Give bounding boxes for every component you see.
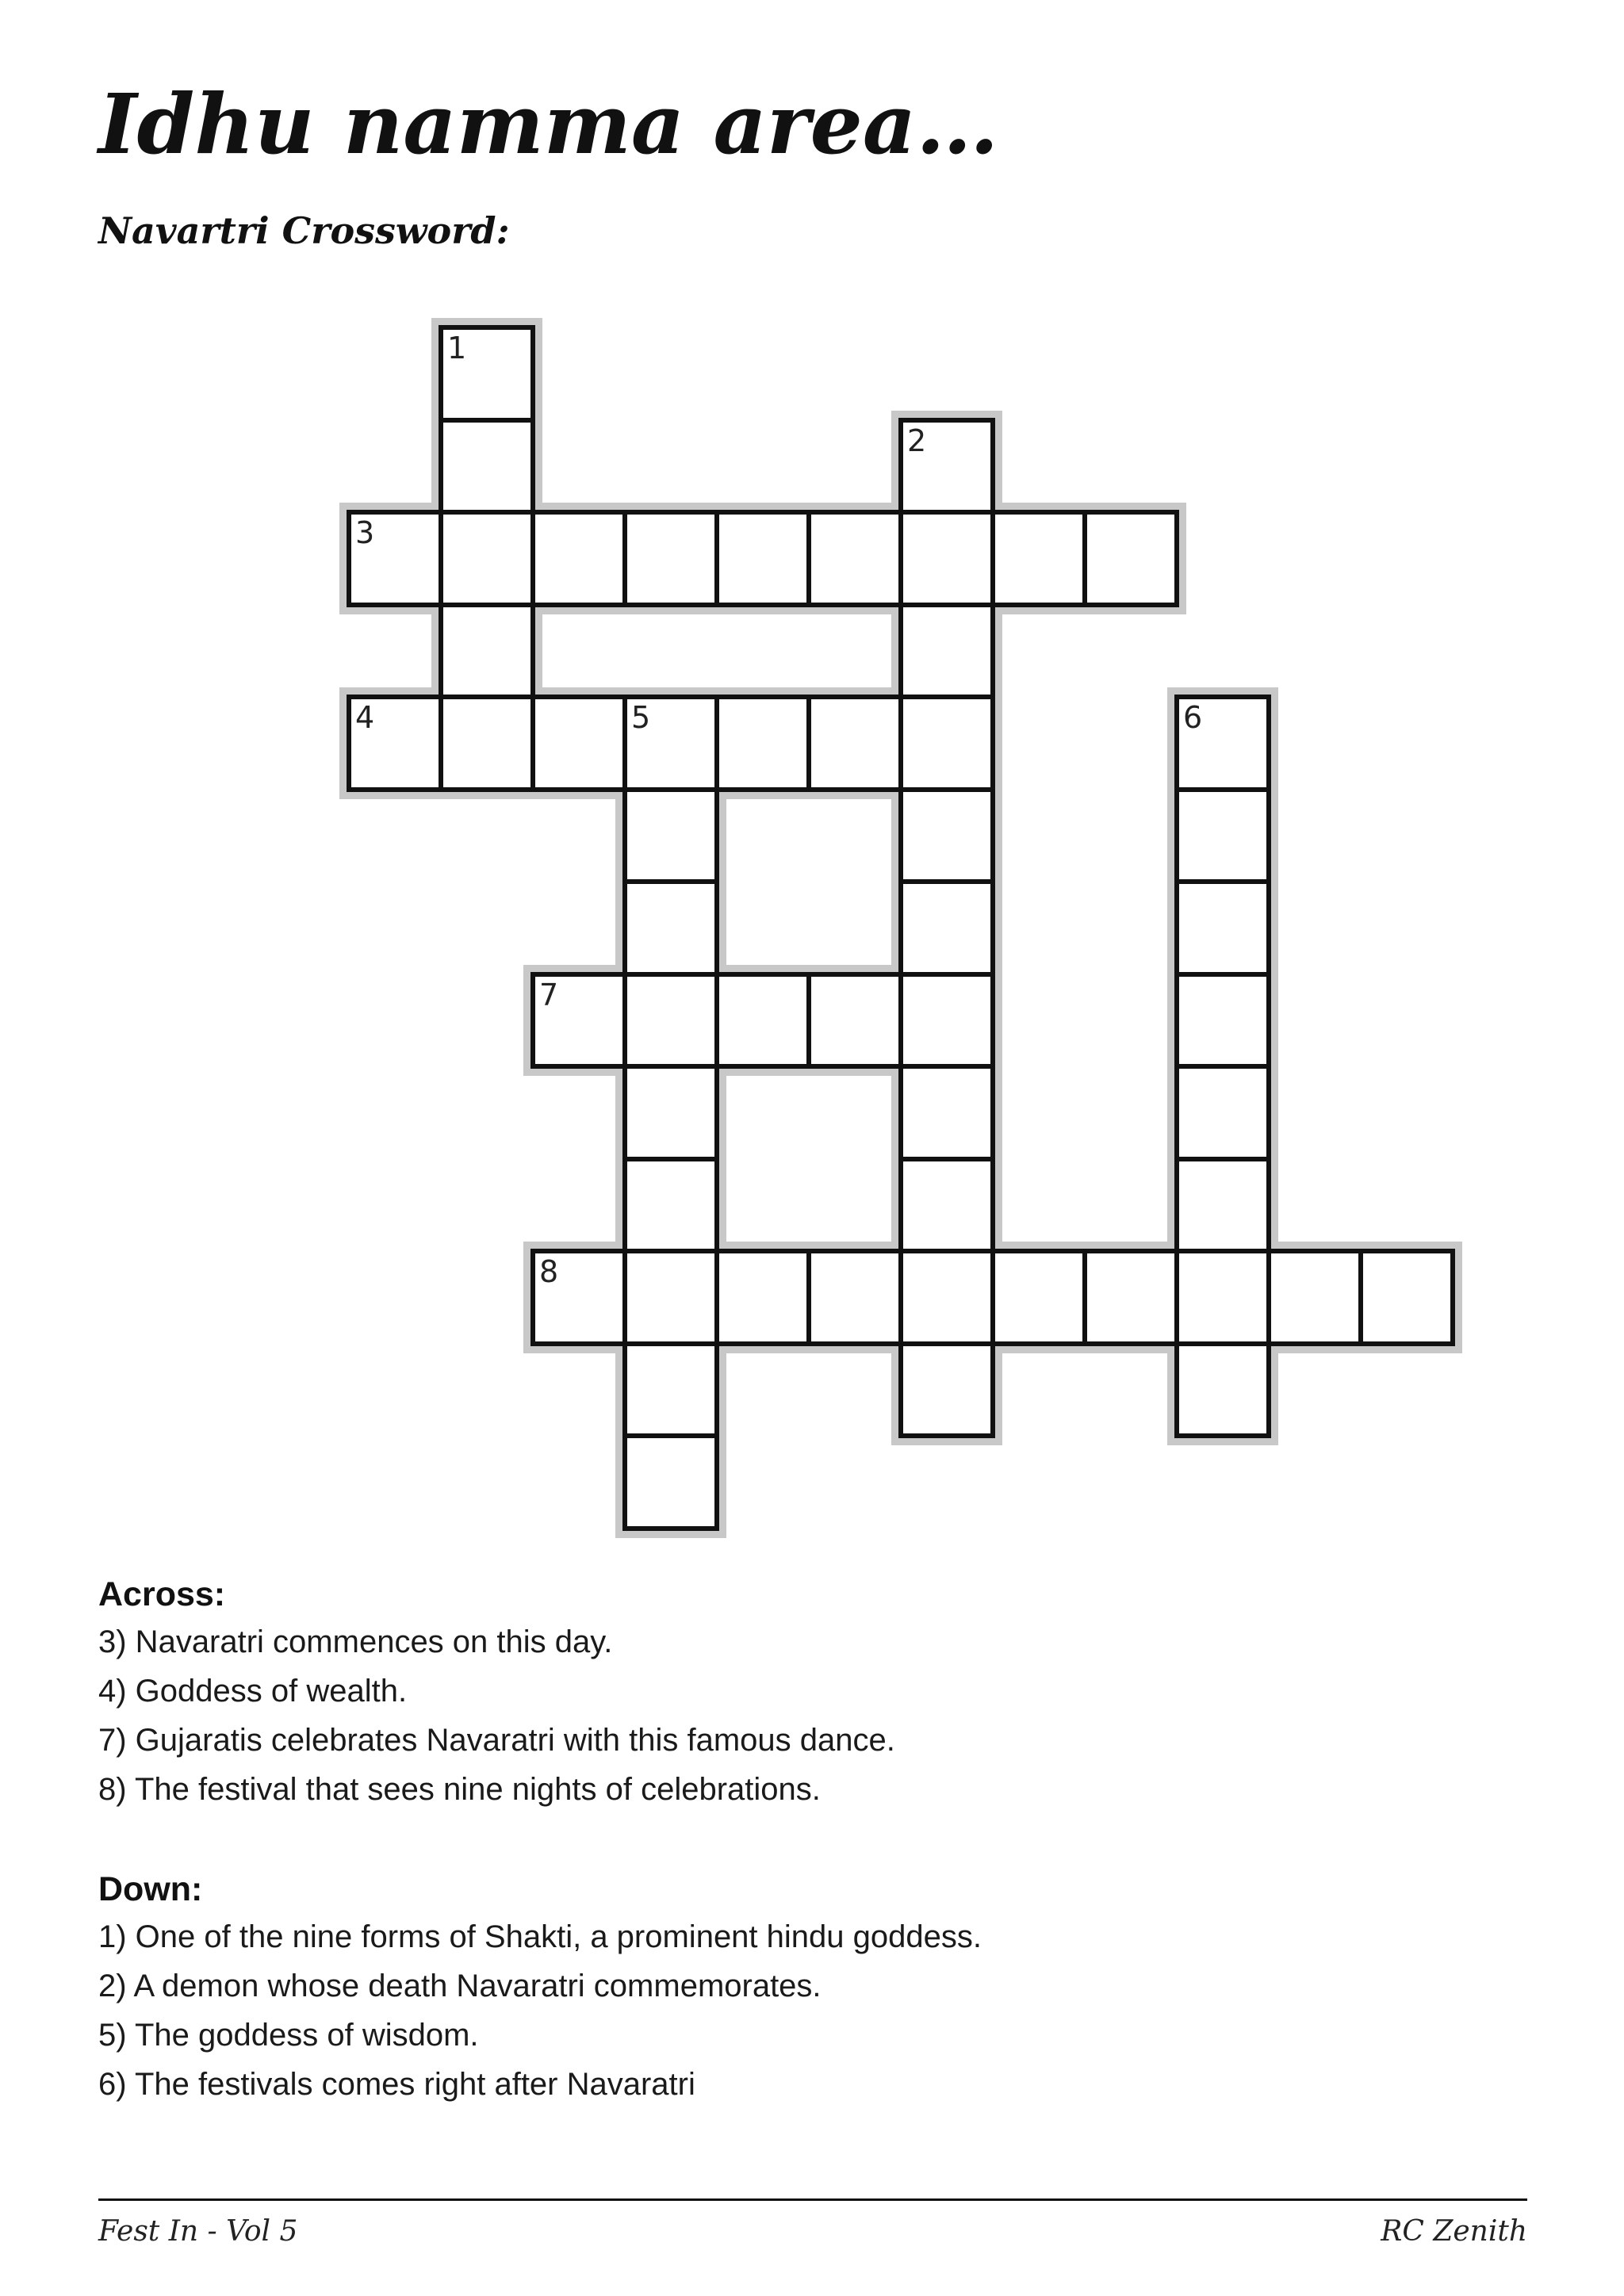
crossword-cell-blank[interactable] <box>806 972 903 1070</box>
down-clue-list <box>98 1912 982 2109</box>
across-clue-list <box>98 1617 895 1814</box>
crossword-cell-blank[interactable] <box>530 695 627 792</box>
crossword-cell-blank[interactable] <box>439 603 535 700</box>
clue-number: 4 <box>355 700 375 735</box>
crossword-cell-blank[interactable] <box>622 1433 719 1531</box>
clue-number: 2 <box>907 423 927 458</box>
down-clue: 5) The goddess of wisdom. <box>98 2018 479 2053</box>
crossword-cell-blank[interactable] <box>530 510 627 607</box>
crossword-cell-numbered[interactable] <box>530 972 627 1070</box>
crossword-cell-blank[interactable] <box>714 510 811 607</box>
clue-number: 8 <box>539 1254 559 1289</box>
crossword-cell-blank[interactable] <box>806 1249 903 1346</box>
crossword-cell-blank[interactable] <box>898 972 995 1070</box>
across-heading: Across: <box>98 1575 226 1613</box>
crossword-cell-blank[interactable] <box>622 1249 719 1346</box>
crossword-cell-numbered[interactable] <box>347 695 443 792</box>
clue-number: 1 <box>447 331 467 365</box>
down-clue: 2) A demon whose death Navaratri commemorates. <box>98 1969 822 2003</box>
crossword-cell-blank[interactable] <box>439 510 535 607</box>
crossword-cell-blank[interactable] <box>622 1341 719 1439</box>
crossword-cell-blank[interactable] <box>1082 1249 1179 1346</box>
crossword-cell-numbered[interactable] <box>622 695 719 792</box>
crossword-cell-numbered[interactable] <box>1174 695 1271 792</box>
crossword-cell-numbered[interactable] <box>530 1249 627 1346</box>
crossword-cell-numbered[interactable] <box>439 325 535 423</box>
clue-number: 7 <box>539 977 559 1012</box>
crossword-cell-blank[interactable] <box>622 972 719 1070</box>
clue-number: 5 <box>631 700 651 735</box>
crossword-cell-blank[interactable] <box>622 1064 719 1161</box>
crossword-cell-numbered[interactable] <box>347 510 443 607</box>
across-clue: 4) Goddess of wealth. <box>98 1674 408 1709</box>
across-clue: 8) The festival that sees nine nights of celebrations. <box>98 1772 821 1807</box>
crossword-cell-blank[interactable] <box>1174 972 1271 1070</box>
crossword-cell-blank[interactable] <box>714 1249 811 1346</box>
crossword-cell-blank[interactable] <box>1174 1249 1271 1346</box>
crossword-cell-blank[interactable] <box>898 1157 995 1254</box>
crossword-cell-blank[interactable] <box>898 879 995 977</box>
crossword-cell-blank[interactable] <box>1174 1064 1271 1161</box>
page-title: Idhu namma area… <box>98 75 999 173</box>
footer-issue: Fest In - Vol 5 <box>98 2215 298 2248</box>
crossword-cell-blank[interactable] <box>714 695 811 792</box>
across-clue: 7) Gujaratis celebrates Navaratri with this famous dance. <box>98 1723 895 1758</box>
crossword-cell-blank[interactable] <box>898 787 995 885</box>
crossword-cell-blank[interactable] <box>1266 1249 1363 1346</box>
down-heading: Down: <box>98 1870 203 1908</box>
crossword-cell-blank[interactable] <box>898 1064 995 1161</box>
crossword-cell-numbered[interactable] <box>898 418 995 515</box>
footer-divider <box>98 2198 1527 2201</box>
down-clue: 1) One of the nine forms of Shakti, a prominent hindu goddess. <box>98 1919 982 1954</box>
crossword-cell-blank[interactable] <box>714 972 811 1070</box>
crossword-cell-blank[interactable] <box>622 1157 719 1254</box>
crossword-cell-blank[interactable] <box>898 603 995 700</box>
crossword-cell-blank[interactable] <box>1174 787 1271 885</box>
crossword-cell-blank[interactable] <box>898 1341 995 1439</box>
crossword-cell-blank[interactable] <box>806 695 903 792</box>
crossword-cell-blank[interactable] <box>622 787 719 885</box>
clue-number: 6 <box>1183 700 1203 735</box>
crossword-cell-blank[interactable] <box>622 510 719 607</box>
crossword-cell-blank[interactable] <box>806 510 903 607</box>
crossword-cell-blank[interactable] <box>1358 1249 1455 1346</box>
crossword-cell-blank[interactable] <box>990 510 1087 607</box>
across-clue: 3) Navaratri commences on this day. <box>98 1624 613 1659</box>
crossword-cell-blank[interactable] <box>898 695 995 792</box>
page-subtitle: Navartri Crossword: <box>98 209 510 252</box>
clue-number: 3 <box>355 515 375 550</box>
crossword-cell-blank[interactable] <box>1174 879 1271 977</box>
crossword-cell-blank[interactable] <box>1174 1341 1271 1439</box>
crossword-cell-blank[interactable] <box>439 418 535 515</box>
crossword-cell-blank[interactable] <box>1174 1157 1271 1254</box>
crossword-cell-blank[interactable] <box>1082 510 1179 607</box>
crossword-cell-blank[interactable] <box>990 1249 1087 1346</box>
crossword-cell-blank[interactable] <box>439 695 535 792</box>
crossword-cell-blank[interactable] <box>898 1249 995 1346</box>
crossword-cell-blank[interactable] <box>622 879 719 977</box>
down-clue: 6) The festivals comes right after Navaratri <box>98 2067 695 2102</box>
footer-publisher: RC Zenith <box>1381 2215 1527 2248</box>
crossword-cell-blank[interactable] <box>898 510 995 607</box>
